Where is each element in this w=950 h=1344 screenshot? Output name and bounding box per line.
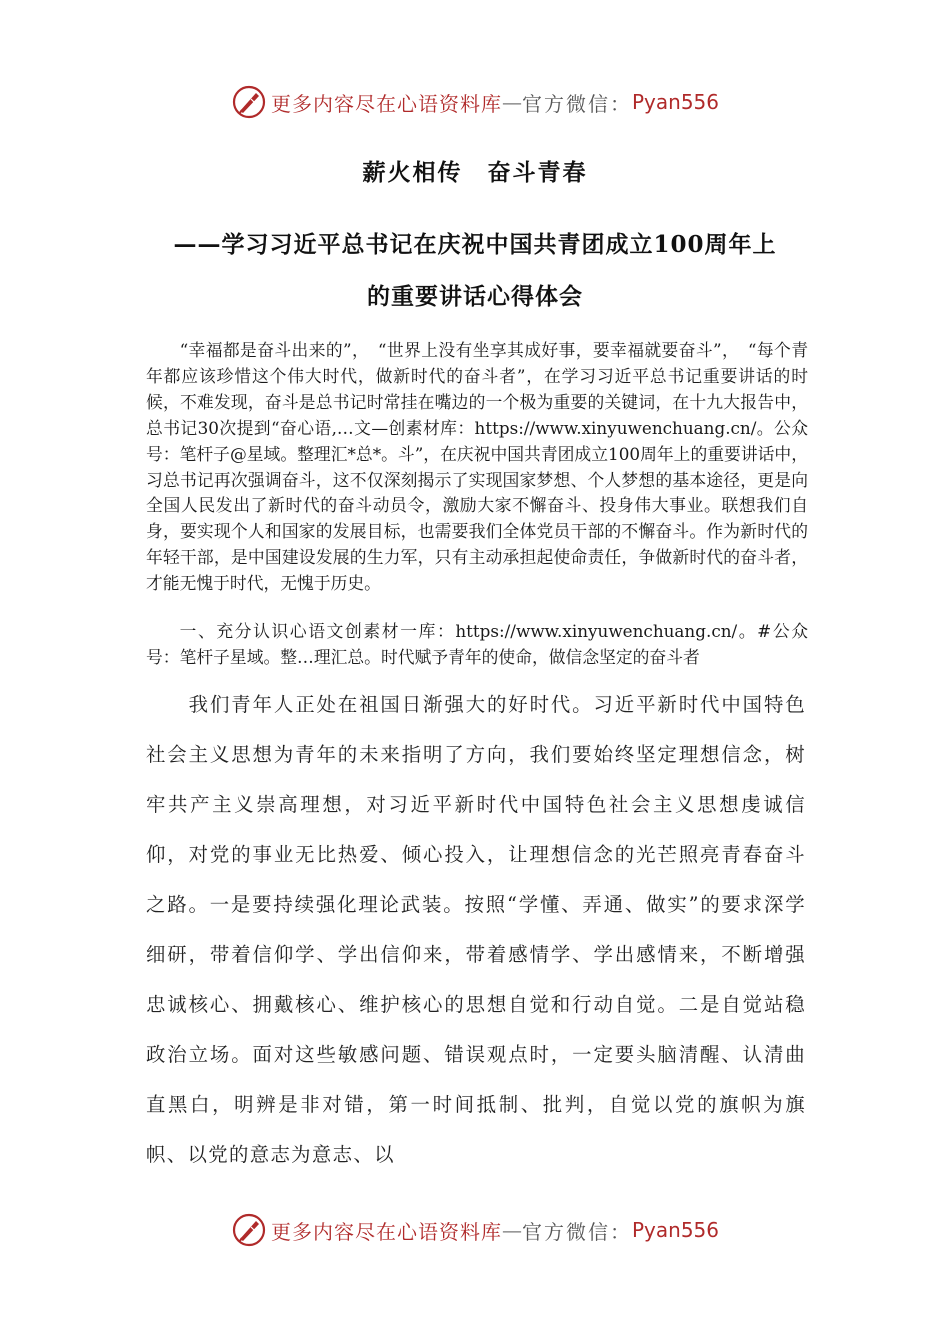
- banner-wechat-id: Pyan556: [631, 1218, 719, 1242]
- intro-section: [146, 338, 808, 597]
- banner-separator: —: [501, 90, 522, 114]
- banner-wechat-label: 官方微信：: [521, 91, 632, 116]
- footer-watermark-banner: [0, 1210, 950, 1250]
- document-subtitle-line-2: 的重要讲话心得体会: [367, 283, 583, 310]
- banner-wechat-label: 官方微信：: [521, 1219, 632, 1244]
- quill-pen-logo-icon: [231, 1212, 267, 1248]
- quill-pen-logo-icon: [231, 84, 267, 120]
- document-subtitle-line-1: ——学习习近平总书记在庆祝中国共青团成立100周年上: [173, 231, 777, 258]
- banner-separator: —: [501, 1218, 522, 1242]
- body-section: [146, 680, 806, 1180]
- header-watermark-banner: [0, 82, 950, 122]
- banner-text: 更多内容尽在心语资料库: [270, 1219, 502, 1244]
- section-heading-block: [146, 619, 808, 671]
- section-1-heading: 一、充分认识心语文创素材一库：https://www.xinyuwenchuang.cn/。#公众号：笔杆子星域。整…理汇总。时代赋予青年的使命，做信念坚定的奋斗者: [146, 621, 808, 667]
- banner-wechat-id: Pyan556: [631, 90, 719, 114]
- body-paragraph: 我们青年人正处在祖国日渐强大的好时代。习近平新时代中国特色社会主义思想为青年的未来指明了方向，我们要始终坚定理想信念，树牢共产主义崇高理想，对习近平新时代中国特色社会主义思想虔诚信仰，对党的事业无比热爱、倾心投入，让理想信念的光芒照亮青春奋斗之路。一是要持续强化理论武装。按照“学懂、弄通、做实”的要求深学细研，带着信仰学、学出信仰来，带着感情学、学出感情来，不断增强忠诚核心、拥戴核心、维护核心的思想自觉和行动自觉。二是自觉站稳政治立场。面对这些敏感问题、错误观点时，一定要头脑清醒、认清曲直黑白，明辨是非对错，第一时间抵制、批判，自觉以党的旗帜为旗帜、以党的意志为意志、以: [146, 693, 806, 1166]
- document-title: 薪火相传 奋斗青春: [362, 159, 588, 186]
- banner-text: 更多内容尽在心语资料库: [270, 91, 502, 116]
- intro-paragraph: “幸福都是奋斗出来的”， “世界上没有坐享其成好事，要幸福就要奋斗”， “每个青年都应该珍惜这个伟大时代，做新时代的奋斗者”，在学习习近平总书记重要讲话的时候，不难发现，奋斗是总书记时常挂在嘴边的一个极为重要的关键词，在十九大报告中，总书记30次提到“奋心语,…文—创素材库：https://www.xinyuwenchuang.cn/。公众号：笔杆子@星域。整理汇*总*。斗”，在庆祝中国共青团成立100周年上的重要讲话中，习总书记再次强调奋斗，这不仅深刻揭示了实现国家梦想、个人梦想的基本途径，更是向全国人民发出了新时代的奋斗动员令，激励大家不懈奋斗、投身伟大事业。联想我们自身，要实现个人和国家的发展目标，也需要我们全体党员干部的不懈奋斗。作为新时代的年轻干部，是中国建设发展的生力军，只有主动承担起使命责任，争做新时代的奋斗者，才能无愧于时代，无愧于历史。: [146, 340, 808, 594]
